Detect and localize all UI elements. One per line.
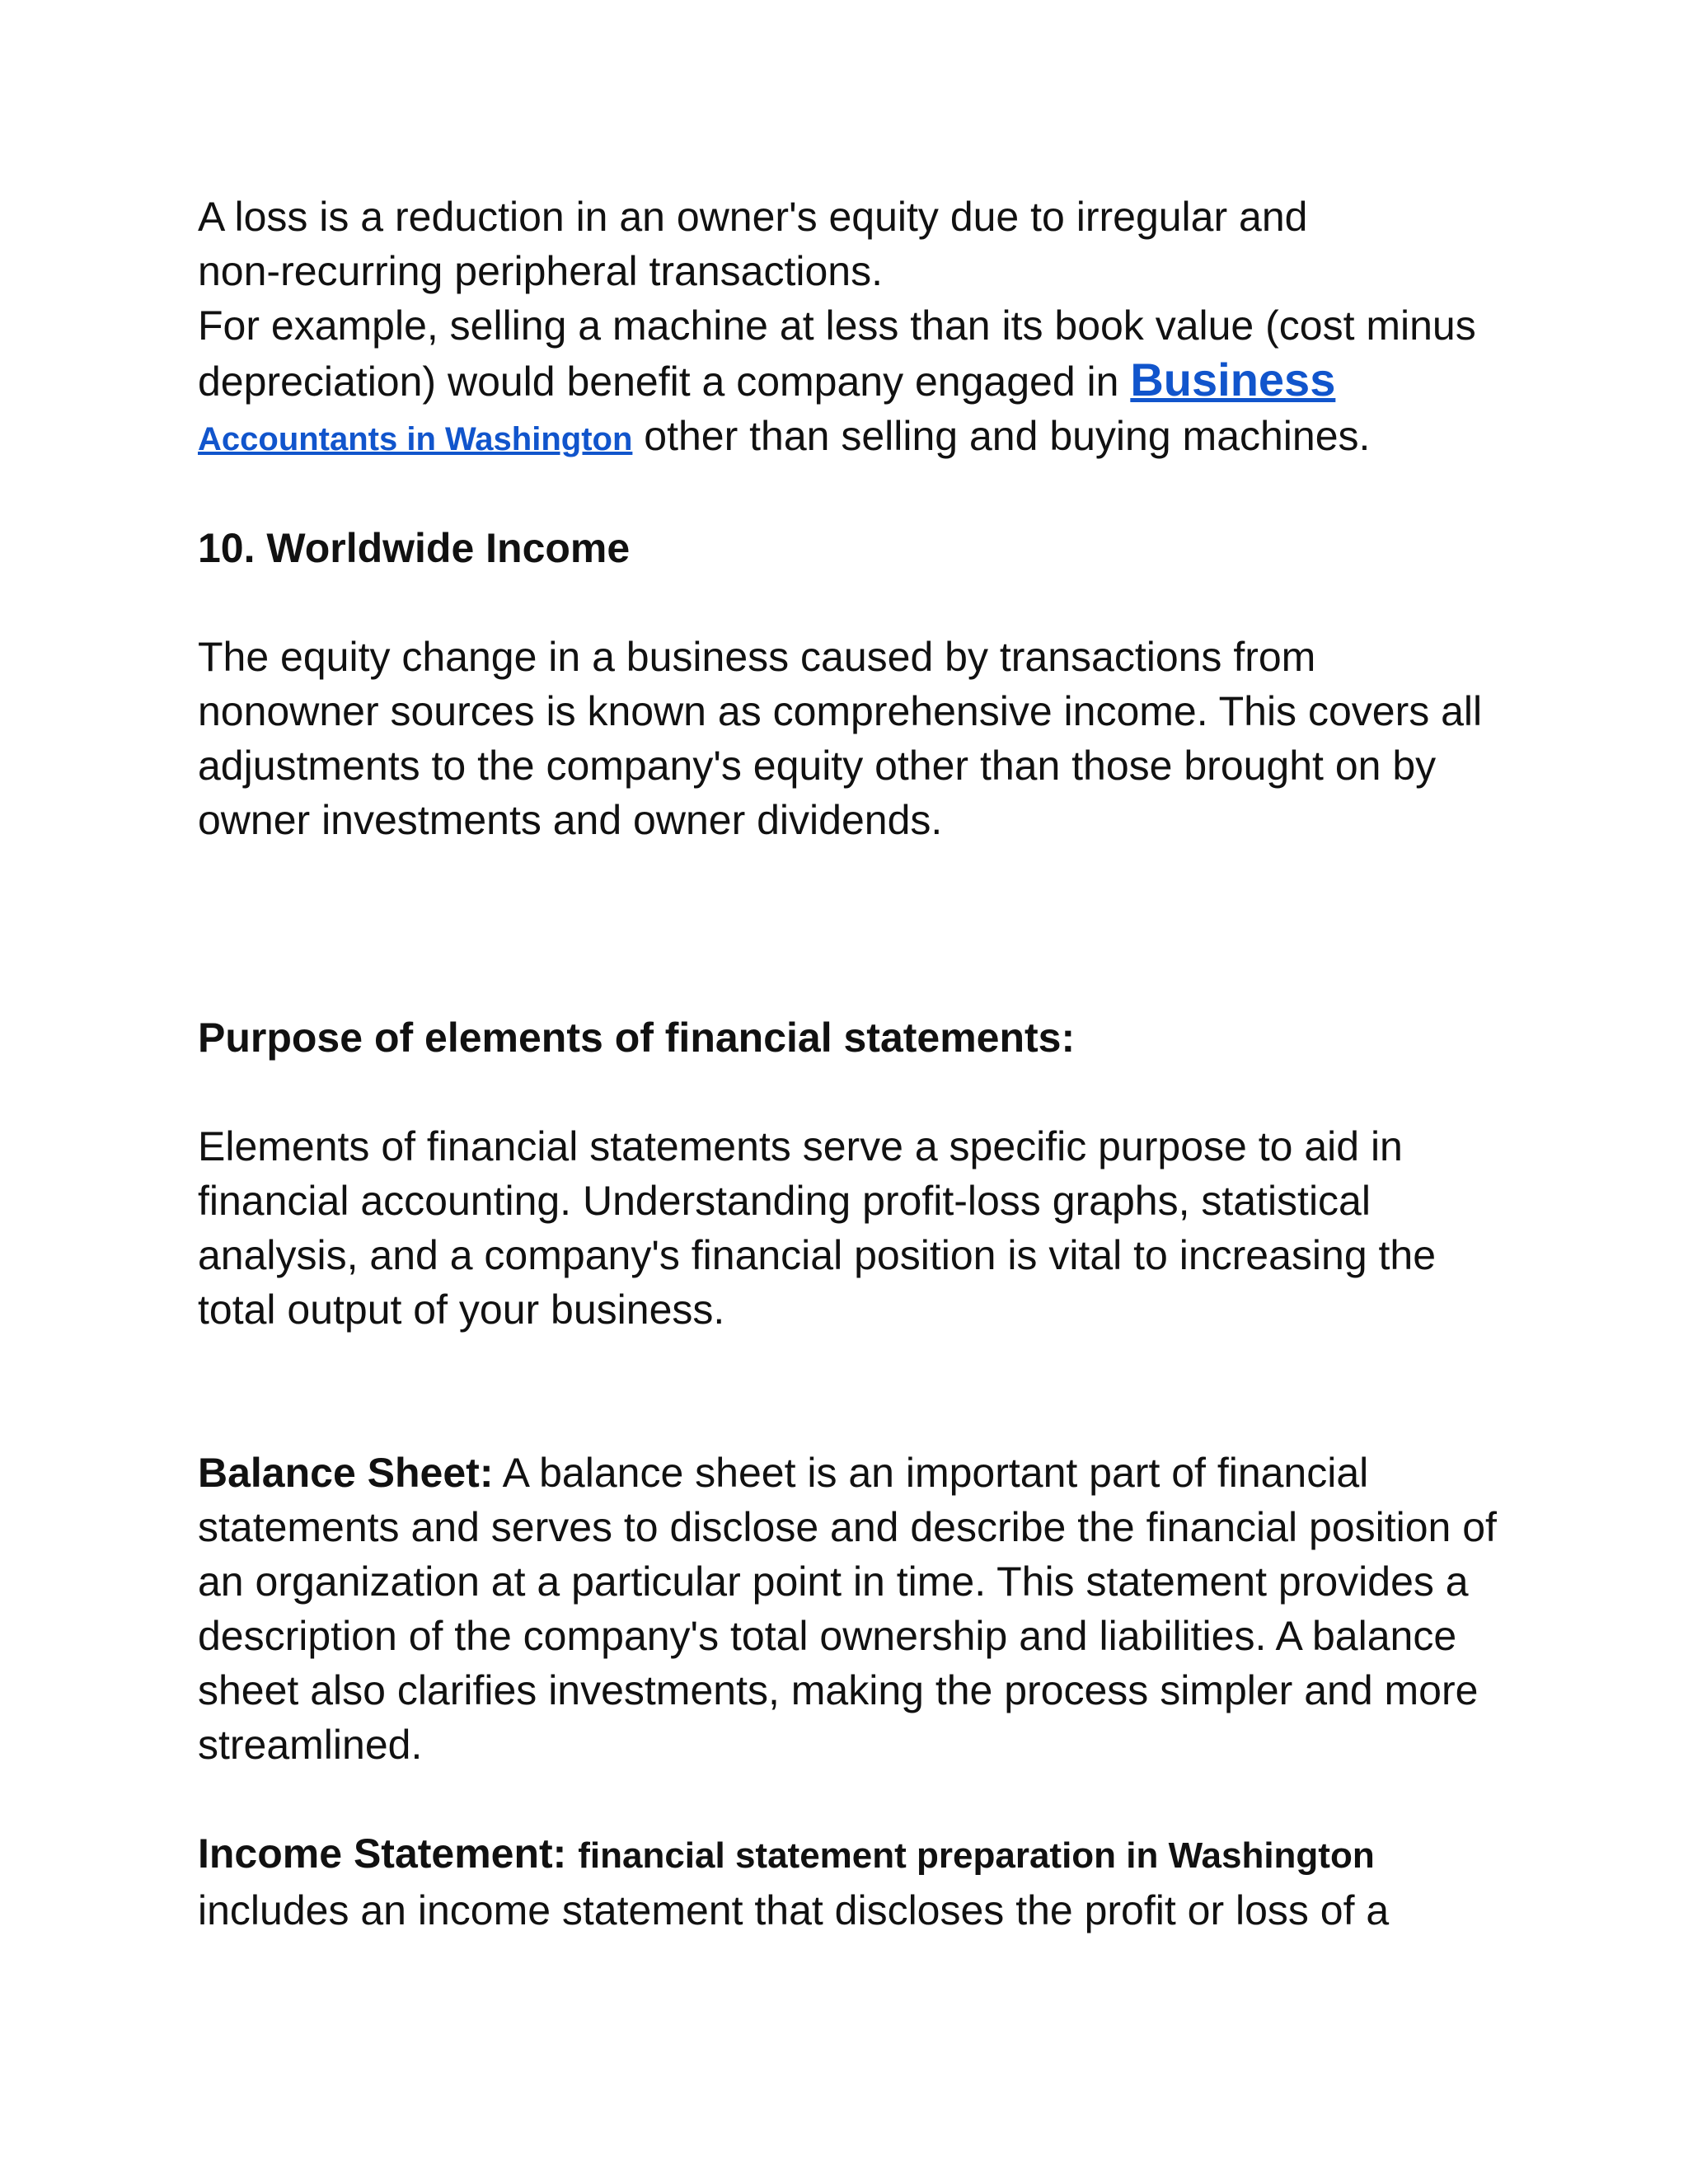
worldwide-income-paragraph: The equity change in a business caused by transactions from nonowner sources is known as comprehensive income. This covers all adjustments to the company's equity other than those brought on by owner investments and owner dividends.	[198, 634, 1483, 843]
loss-line-2: non-recurring peripheral transactions.	[198, 248, 883, 294]
document-page	[198, 190, 1500, 1938]
balance-sheet-text: A balance sheet is an important part of financial statements and serves to disclose and describe the financial position of an organization at a particular point in time. This statement provides a description of the company's total ownership and liabilities. A balance sheet also clarifies investments, making the process simpler and more streamlined.	[198, 1450, 1497, 1768]
balance-sheet-label: Balance Sheet:	[198, 1450, 494, 1496]
income-statement-label: Income Statement:	[198, 1830, 567, 1877]
accountants-washington-link[interactable]: Accountants in Washington	[198, 421, 633, 457]
purpose-paragraph: Elements of financial statements serve a specific purpose to aid in financial accounting. Understanding profit-loss graphs, statistical analysis, and a company's financial position is vital to increasing the total output of your business.	[198, 1123, 1437, 1333]
purpose-heading: Purpose of elements of financial statements:	[198, 1015, 1076, 1061]
business-link[interactable]: Business	[1130, 354, 1336, 405]
income-statement-paragraph	[198, 1826, 1500, 1938]
income-statement-text: includes an income statement that discloses the profit or loss of a	[198, 1887, 1390, 1933]
loss-paragraph	[198, 190, 1500, 466]
loss-example-text: For example, selling a machine at less than its book value (cost minus depreciation) would benefit a company engaged in	[198, 302, 1476, 405]
loss-line-1: A loss is a reduction in an owner's equity due to irregular and	[198, 194, 1308, 240]
financial-statement-preparation-phrase: financial statement preparation in Washington	[578, 1835, 1375, 1876]
balance-sheet-paragraph	[198, 1446, 1500, 1772]
loss-example-tail: other than selling and buying machines.	[644, 413, 1371, 459]
worldwide-income-heading: 10. Worldwide Income	[198, 525, 631, 571]
